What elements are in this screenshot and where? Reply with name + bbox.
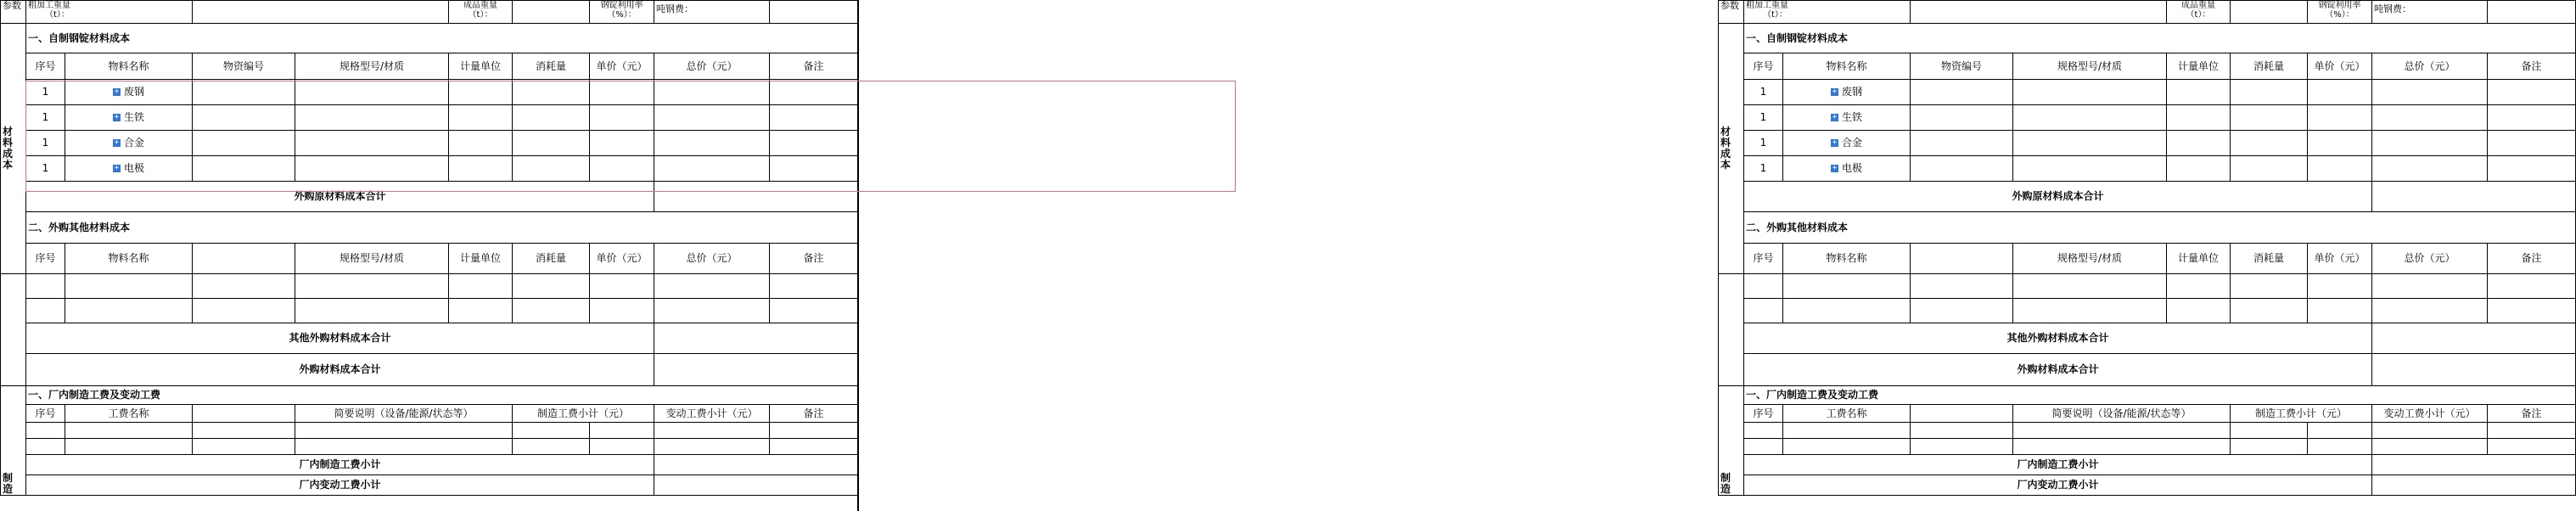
params-label: 参数 [1719, 1, 1744, 24]
cell[interactable] [65, 299, 193, 323]
cell[interactable] [1911, 299, 2013, 323]
material-name: 废钢 [1841, 86, 1862, 98]
cell[interactable] [2013, 105, 2167, 131]
cell[interactable] [590, 274, 654, 299]
cell[interactable] [193, 80, 295, 105]
cell[interactable] [2372, 423, 2488, 439]
mfg-subtotal-row [1719, 455, 2576, 475]
other-total-value[interactable] [2372, 323, 2576, 354]
material-name-cell[interactable] [65, 105, 193, 131]
section2-title: 二、外购其他材料成本 [26, 212, 858, 244]
other-total-value[interactable] [654, 323, 858, 354]
col-fee-name: 工费名称 [65, 405, 193, 423]
cell[interactable] [1911, 156, 2013, 182]
table-row[interactable] [1, 105, 858, 131]
cell[interactable] [654, 131, 770, 156]
col-consumption: 消耗量 [2231, 244, 2308, 274]
cell[interactable] [590, 105, 654, 131]
row-no: 1 [1744, 156, 1783, 182]
cell[interactable] [449, 274, 513, 299]
table-row[interactable] [1719, 131, 2576, 156]
cell[interactable] [654, 156, 770, 182]
cell[interactable] [193, 439, 295, 455]
table-row[interactable] [1, 439, 858, 455]
cell[interactable] [1744, 423, 1783, 439]
col-spec: 规格型号/材质 [2013, 53, 2167, 80]
cell[interactable] [770, 80, 858, 105]
col-remark: 备注 [770, 244, 858, 274]
cell[interactable] [1744, 439, 1783, 455]
material-name-cell[interactable] [1783, 105, 1911, 131]
col-unit-price: 单价（元） [2308, 244, 2372, 274]
ton-steel-fee-value[interactable] [2488, 1, 2576, 24]
col-spec: 规格型号/材质 [295, 53, 449, 80]
cell[interactable] [590, 156, 654, 182]
section2-title-row [1, 212, 858, 244]
table-row[interactable] [1, 156, 858, 182]
purchased-total-value[interactable] [654, 354, 858, 386]
col-material-name: 物料名称 [65, 53, 193, 80]
cell[interactable] [590, 131, 654, 156]
cell[interactable] [2372, 80, 2488, 105]
raw-material-total-label: 外购原材料成本合计 [1744, 182, 2372, 212]
ton-steel-fee-label: 吨钢费： [2372, 1, 2488, 24]
table-row[interactable] [1719, 299, 2576, 323]
col-material-code: 物资编号 [1911, 53, 2013, 80]
manufacturing-side-label: 制 造 [1, 386, 26, 496]
col-description: 简要说明（设备/能源/状态等） [295, 405, 513, 423]
col-no: 序号 [1744, 244, 1783, 274]
row-no: 1 [1744, 105, 1783, 131]
material-name: 电极 [123, 162, 144, 174]
cell[interactable] [654, 105, 770, 131]
cell[interactable] [2372, 274, 2488, 299]
cell[interactable] [770, 105, 858, 131]
col-total-price: 总价（元） [654, 244, 770, 274]
raw-material-total-value[interactable] [2372, 182, 2576, 212]
section1-header-row [1, 53, 858, 80]
ton-steel-fee-value[interactable] [770, 1, 858, 24]
var-subtotal-label: 厂内变动工费小计 [1744, 475, 2372, 496]
cell[interactable] [590, 439, 654, 455]
other-total-label: 其他外购材料成本合计 [26, 323, 654, 354]
material-name-cell[interactable] [65, 156, 193, 182]
material-name: 生铁 [123, 111, 144, 123]
expand-icon[interactable]: + [1832, 113, 1838, 121]
cell[interactable] [2308, 131, 2372, 156]
col-material-name: 物料名称 [1783, 244, 1911, 274]
col-remark: 备注 [770, 405, 858, 423]
table-row[interactable] [1719, 423, 2576, 439]
cell[interactable] [590, 423, 654, 439]
section1-title-row [1719, 24, 2576, 53]
cell[interactable] [26, 439, 65, 455]
cell[interactable] [2231, 80, 2308, 105]
expand-icon[interactable]: + [114, 164, 120, 172]
cell[interactable] [295, 274, 449, 299]
cell[interactable] [295, 156, 449, 182]
cell[interactable] [2231, 274, 2308, 299]
expand-icon[interactable]: + [114, 87, 120, 96]
cell[interactable] [193, 105, 295, 131]
cell[interactable] [513, 274, 590, 299]
cell[interactable] [2231, 439, 2308, 455]
cell[interactable] [513, 439, 590, 455]
finished-weight-label: 成品重量 （t）： [2167, 1, 2231, 24]
col-description: 简要说明（设备/能源/状态等） [2013, 405, 2231, 423]
side-blank [1719, 274, 1744, 386]
cell[interactable] [1744, 299, 1783, 323]
section2-title-row [1719, 212, 2576, 244]
cell[interactable] [2372, 105, 2488, 131]
cell[interactable] [2488, 299, 2576, 323]
cell[interactable] [2372, 156, 2488, 182]
mfg-subtotal-row [1, 455, 858, 475]
finished-weight-value[interactable] [2231, 1, 2308, 24]
cost-table [0, 0, 858, 496]
expand-icon[interactable]: + [1832, 87, 1838, 96]
cell[interactable] [2013, 156, 2167, 182]
purchased-total-row [1719, 354, 2576, 386]
cell[interactable] [2231, 131, 2308, 156]
purchased-total-label: 外购材料成本合计 [26, 354, 654, 386]
cell[interactable] [2013, 299, 2167, 323]
material-name: 生铁 [1841, 111, 1862, 123]
col-remark: 备注 [2488, 53, 2576, 80]
cell[interactable] [449, 131, 513, 156]
material-cost-side-label: 材 料 成 本 [1, 24, 26, 274]
cell[interactable] [1911, 105, 2013, 131]
row-no: 1 [26, 80, 65, 105]
cell[interactable] [449, 105, 513, 131]
col-blank [193, 244, 295, 274]
purchased-total-label: 外购材料成本合计 [1744, 354, 2372, 386]
raw-material-total-value[interactable] [654, 182, 858, 212]
cell[interactable] [193, 131, 295, 156]
col-no: 序号 [26, 405, 65, 423]
col-total-price: 总价（元） [2372, 53, 2488, 80]
cell[interactable] [2488, 274, 2576, 299]
col-no: 序号 [26, 53, 65, 80]
finished-weight-label: 成品重量 （t）： [449, 1, 513, 24]
col-unit-price: 单价（元） [590, 53, 654, 80]
table-row[interactable] [1, 80, 858, 105]
mfg-subtotal-label: 厂内制造工费小计 [1744, 455, 2372, 475]
cell[interactable] [2167, 105, 2231, 131]
section2-header-row [1719, 244, 2576, 274]
cell[interactable] [193, 156, 295, 182]
col-total-price: 总价（元） [654, 53, 770, 80]
cell[interactable] [2167, 80, 2231, 105]
sheet-right [1718, 0, 2575, 511]
col-var-subtotal: 变动工费小计（元） [2372, 405, 2488, 423]
cell[interactable] [2167, 274, 2231, 299]
col-material-name: 物料名称 [65, 244, 193, 274]
expand-icon[interactable]: + [1832, 164, 1838, 172]
col-remark: 备注 [2488, 405, 2576, 423]
cell[interactable] [2372, 131, 2488, 156]
other-total-row [1719, 323, 2576, 354]
cell[interactable] [26, 274, 65, 299]
cell[interactable] [295, 299, 449, 323]
cell[interactable] [2013, 439, 2231, 455]
cell[interactable] [654, 299, 770, 323]
cell[interactable] [654, 423, 770, 439]
cell[interactable] [654, 80, 770, 105]
material-name-cell[interactable] [1783, 80, 1911, 105]
mfg-subtotal-value[interactable] [2372, 455, 2576, 475]
params-label: 参数 [1, 1, 26, 24]
table-row[interactable] [1719, 80, 2576, 105]
col-mfg-subtotal: 制造工费小计（元） [513, 405, 654, 423]
cell[interactable] [2167, 299, 2231, 323]
table-row[interactable] [1, 131, 858, 156]
cell[interactable] [770, 274, 858, 299]
cell[interactable] [26, 299, 65, 323]
material-name: 合金 [1841, 137, 1862, 149]
cell[interactable] [513, 131, 590, 156]
section3-title-row [1, 386, 858, 405]
table-row[interactable] [1719, 105, 2576, 131]
section1-title: 一、自制钢锭材料成本 [1744, 24, 2576, 53]
mfg-subtotal-label: 厂内制造工费小计 [26, 455, 654, 475]
params-row [1719, 1, 2576, 24]
material-name: 合金 [123, 137, 144, 149]
col-no: 序号 [1744, 405, 1783, 423]
material-name-cell[interactable] [65, 80, 193, 105]
cell[interactable] [1911, 439, 2013, 455]
purchased-total-row [1, 354, 858, 386]
col-var-subtotal: 变动工费小计（元） [654, 405, 770, 423]
var-subtotal-value[interactable] [2372, 475, 2576, 496]
finished-weight-value[interactable] [513, 1, 590, 24]
material-name: 电极 [1841, 162, 1862, 174]
col-blank [193, 405, 295, 423]
table-row[interactable] [1, 274, 858, 299]
cell[interactable] [513, 80, 590, 105]
cell[interactable] [2231, 423, 2308, 439]
cell[interactable] [193, 423, 295, 439]
cell[interactable] [2013, 274, 2167, 299]
col-unit: 计量单位 [449, 244, 513, 274]
cell[interactable] [295, 80, 449, 105]
cell[interactable] [2488, 423, 2576, 439]
col-unit-price: 单价（元） [2308, 53, 2372, 80]
raw-material-total-row [1, 182, 858, 212]
manufacturing-side-label: 制 造 [1719, 386, 1744, 496]
cell[interactable] [2372, 299, 2488, 323]
material-name-cell[interactable] [1783, 131, 1911, 156]
cell[interactable] [65, 274, 193, 299]
col-unit: 计量单位 [2167, 53, 2231, 80]
col-remark: 备注 [770, 53, 858, 80]
cell[interactable] [65, 423, 193, 439]
cell[interactable] [2308, 156, 2372, 182]
cell[interactable] [2308, 80, 2372, 105]
col-mfg-subtotal: 制造工费小计（元） [2231, 405, 2372, 423]
cell[interactable] [26, 423, 65, 439]
section2-header-row [1, 244, 858, 274]
col-material-name: 物料名称 [1783, 53, 1911, 80]
section3-title: 一、厂内制造工费及变动工费 [26, 386, 858, 405]
material-cost-side-label: 材 料 成 本 [1719, 24, 1744, 274]
cell[interactable] [1911, 80, 2013, 105]
cell[interactable] [513, 299, 590, 323]
cell[interactable] [449, 299, 513, 323]
side-blank [1, 274, 26, 386]
col-total-price: 总价（元） [2372, 244, 2488, 274]
sheet-right-viewport [859, 0, 2542, 511]
cell[interactable] [770, 299, 858, 323]
cell[interactable] [654, 439, 770, 455]
row-no: 1 [26, 156, 65, 182]
cell[interactable] [2488, 131, 2576, 156]
cell[interactable] [2308, 274, 2372, 299]
row-no: 1 [1744, 80, 1783, 105]
expand-icon[interactable]: + [1832, 138, 1838, 147]
var-subtotal-row [1719, 475, 2576, 496]
col-unit: 计量单位 [2167, 244, 2231, 274]
col-consumption: 消耗量 [513, 244, 590, 274]
col-consumption: 消耗量 [513, 53, 590, 80]
col-unit-price: 单价（元） [590, 244, 654, 274]
section3-title-row [1719, 386, 2576, 405]
processing-weight-value[interactable] [193, 1, 449, 24]
ingot-utilization-label: 钢锭利用率 （%）： [590, 1, 654, 24]
cell[interactable] [295, 131, 449, 156]
col-spec: 规格型号/材质 [2013, 244, 2167, 274]
cell[interactable] [654, 274, 770, 299]
section1-header-row [1719, 53, 2576, 80]
material-name-cell[interactable] [1783, 156, 1911, 182]
cell[interactable] [513, 156, 590, 182]
col-fee-name: 工费名称 [1783, 405, 1911, 423]
expand-icon[interactable]: + [114, 113, 120, 121]
cell[interactable] [1911, 423, 2013, 439]
cost-table [1718, 0, 2576, 496]
cell[interactable] [449, 80, 513, 105]
raw-material-total-row [1719, 182, 2576, 212]
sheet-left [0, 0, 857, 511]
params-row [1, 1, 858, 24]
section1-title: 一、自制钢锭材料成本 [26, 24, 858, 53]
row-no: 1 [1744, 131, 1783, 156]
processing-weight-value[interactable] [1911, 1, 2167, 24]
col-no: 序号 [26, 244, 65, 274]
cell[interactable] [2167, 131, 2231, 156]
expand-icon[interactable]: + [114, 138, 120, 147]
section1-title-row [1, 24, 858, 53]
var-subtotal-row [1, 475, 858, 496]
cell[interactable] [2308, 105, 2372, 131]
cell[interactable] [2013, 80, 2167, 105]
cell[interactable] [1911, 274, 2013, 299]
cell[interactable] [2488, 439, 2576, 455]
cell[interactable] [2231, 105, 2308, 131]
cell[interactable] [449, 156, 513, 182]
row-no: 1 [26, 131, 65, 156]
cell[interactable] [770, 131, 858, 156]
table-row[interactable] [1719, 156, 2576, 182]
cell[interactable] [2372, 439, 2488, 455]
table-row[interactable] [1719, 439, 2576, 455]
cell[interactable] [770, 423, 858, 439]
section2-title: 二、外购其他材料成本 [1744, 212, 2576, 244]
cell[interactable] [2488, 80, 2576, 105]
section3-title: 一、厂内制造工费及变动工费 [1744, 386, 2576, 405]
processing-weight-label: 粗加工重量 （t）： [1744, 1, 1911, 24]
cell[interactable] [770, 156, 858, 182]
cell[interactable] [295, 105, 449, 131]
cell[interactable] [1911, 131, 2013, 156]
cell[interactable] [1783, 299, 1911, 323]
cell[interactable] [295, 439, 513, 455]
cell[interactable] [1783, 274, 1911, 299]
row-no: 1 [26, 105, 65, 131]
mfg-subtotal-value[interactable] [654, 455, 858, 475]
col-spec: 规格型号/材质 [295, 244, 449, 274]
cell[interactable] [2308, 299, 2372, 323]
cell[interactable] [295, 423, 513, 439]
cell[interactable] [2308, 439, 2372, 455]
cell[interactable] [2013, 131, 2167, 156]
col-consumption: 消耗量 [2231, 53, 2308, 80]
cell[interactable] [65, 439, 193, 455]
cell[interactable] [1783, 423, 1911, 439]
cell[interactable] [513, 423, 590, 439]
var-subtotal-value[interactable] [654, 475, 858, 496]
cell[interactable] [2488, 156, 2576, 182]
cell[interactable] [2488, 105, 2576, 131]
cell[interactable] [193, 299, 295, 323]
col-remark: 备注 [2488, 244, 2576, 274]
section3-header-row [1, 405, 858, 423]
cell[interactable] [1744, 274, 1783, 299]
processing-weight-label: 粗加工重量 （t）： [26, 1, 193, 24]
other-total-row [1, 323, 858, 354]
ton-steel-fee-label: 吨钢费： [654, 1, 770, 24]
col-unit: 计量单位 [449, 53, 513, 80]
col-blank [1911, 405, 2013, 423]
other-total-label: 其他外购材料成本合计 [1744, 323, 2372, 354]
raw-material-total-label: 外购原材料成本合计 [26, 182, 654, 212]
col-material-code: 物资编号 [193, 53, 295, 80]
cell[interactable] [590, 299, 654, 323]
material-name-cell[interactable] [65, 131, 193, 156]
purchased-total-value[interactable] [2372, 354, 2576, 386]
table-row[interactable] [1719, 274, 2576, 299]
table-row[interactable] [1, 423, 858, 439]
cell[interactable] [1783, 439, 1911, 455]
table-row[interactable] [1, 299, 858, 323]
cell[interactable] [513, 105, 590, 131]
ingot-utilization-label: 钢锭利用率 （%）： [2308, 1, 2372, 24]
cell[interactable] [2231, 156, 2308, 182]
cell[interactable] [770, 439, 858, 455]
cell[interactable] [193, 274, 295, 299]
cell[interactable] [590, 80, 654, 105]
cell[interactable] [2231, 299, 2308, 323]
cell[interactable] [2013, 423, 2231, 439]
cell[interactable] [2167, 156, 2231, 182]
col-blank [1911, 244, 2013, 274]
col-no: 序号 [1744, 53, 1783, 80]
section3-header-row [1719, 405, 2576, 423]
var-subtotal-label: 厂内变动工费小计 [26, 475, 654, 496]
material-name: 废钢 [123, 86, 144, 98]
cell[interactable] [2308, 423, 2372, 439]
